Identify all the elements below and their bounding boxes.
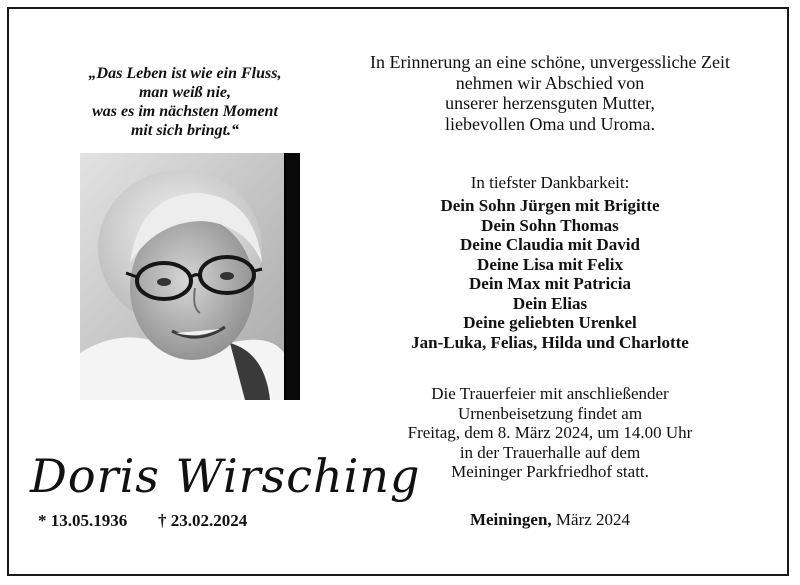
place: Meiningen, — [469, 510, 552, 529]
mourner-name: Deine geliebten Urenkel — [463, 313, 637, 332]
mourner-name: Dein Max mit Patricia — [469, 274, 631, 293]
mourner-name: Dein Sohn Thomas — [481, 215, 619, 235]
intro-line: In Erinnerung an eine schöne, unvergessliche Zeit — [369, 52, 731, 72]
quote-line: „Das Leben ist wie ein Fluss, — [88, 65, 282, 82]
thanks-heading: In tiefster Dankbarkeit: — [470, 173, 630, 192]
memorial-quote — [55, 64, 315, 140]
mourner-name: Deine Claudia mit David — [460, 235, 640, 254]
ceremony-line: Freitag, dem 8. März 2024, um 14.00 Uhr — [407, 423, 693, 442]
birth-date: * 13.05.1936 — [38, 511, 128, 530]
intro-line: liebevollen Oma und Uroma. — [445, 113, 655, 134]
mourner-name: Jan-Luka, Felias, Hilda und Charlotte — [411, 332, 689, 352]
quote-line: mit sich bringt.“ — [130, 122, 240, 139]
date: März 2024 — [555, 510, 631, 529]
portrait-photo-icon — [80, 153, 284, 400]
portrait-photo — [80, 153, 286, 400]
ceremony-info — [345, 384, 755, 482]
mourner-name: Dein Elias — [512, 293, 588, 313]
ceremony-line: Meininger Parkfriedhof statt. — [451, 462, 649, 481]
ceremony-line: Die Trauerfeier mit anschließender — [431, 384, 669, 403]
mourners-list — [345, 196, 755, 352]
ceremony-line: in der Trauerhalle auf dem — [459, 442, 641, 462]
intro-line: unserer herzensguten Mutter, — [445, 93, 655, 113]
quote-line: man weiß nie, — [138, 84, 231, 101]
intro-text — [345, 52, 755, 134]
mourner-name: Dein Sohn Jürgen mit Brigitte — [440, 196, 660, 215]
deceased-name: Doris Wirsching — [30, 449, 421, 503]
place-and-date — [345, 510, 755, 530]
ceremony-line: Urnenbeisetzung findet am — [457, 403, 643, 423]
quote-line: was es im nächsten Moment — [92, 103, 278, 120]
intro-line: nehmen wir Abschied von — [455, 72, 645, 93]
mourner-name: Deine Lisa mit Felix — [477, 254, 623, 274]
death-date: † 23.02.2024 — [158, 511, 248, 530]
